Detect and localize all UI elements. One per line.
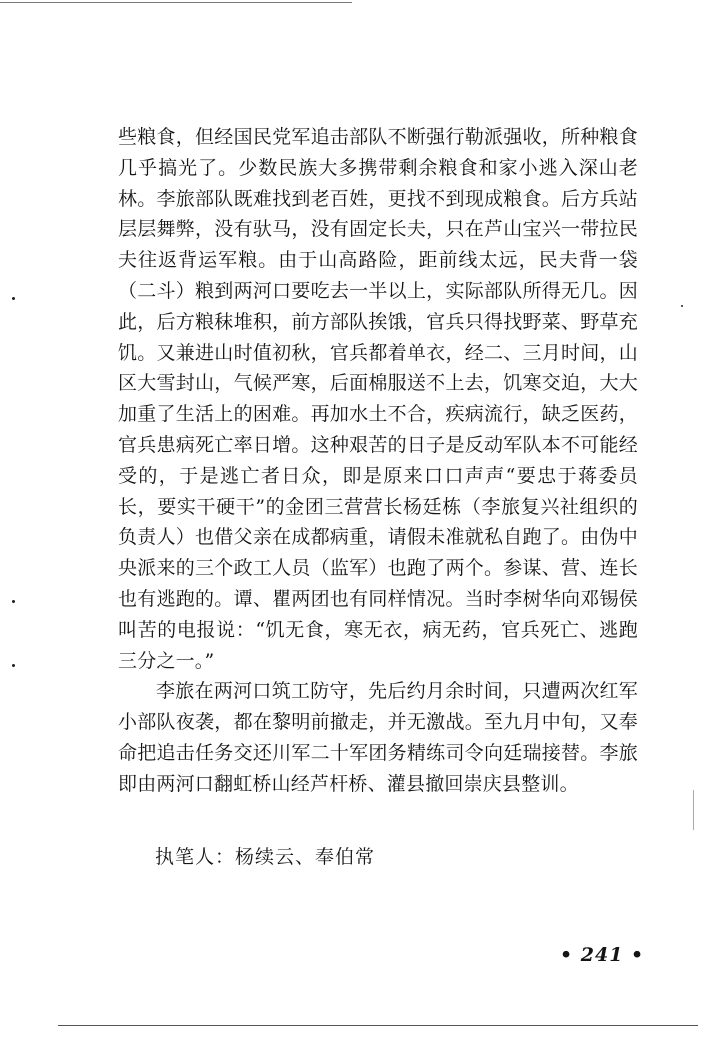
margin-mark [693,790,694,830]
top-divider [0,2,352,3]
body-text [118,122,638,800]
page-number: • 241 • [560,944,645,966]
scan-speck [12,600,15,603]
author-line: 执笔人：杨续云、奉伯常 [155,846,376,868]
scan-speck [681,305,683,307]
scan-speck [12,297,15,300]
paragraph-1: 些粮食，但经国民党军追击部队不断强行勒派强收，所种粮食几乎搞光了。少数民族大多携带剩余粮食和家小逃入深山老林。李旅部队既难找到老百姓，更找不到现成粮食。后方兵站层层舞弊，没有驮马，没有固定长夫，只在芦山宝兴一带拉民夫往返背运军粮。由于山高路险，距前线太远，民夫背一袋（二斗）粮到两河口要吃去一半以上，实际部队所得无几。因此，后方粮秣堆积，前方部队挨饿，官兵只得找野菜、野草充饥。又兼进山时值初秋，官兵都着单衣，经二、三月时间，山区大雪封山，气候严寒，后面棉服送不上去，饥寒交迫，大大加重了生活上的困难。再加水土不合，疾病流行，缺乏医药，官兵患病死亡率日增。这种艰苦的日子是反动军队本不可能经受的，于是逃亡者日众，即是原来口口声声“要忠于蒋委员长，要实干硬干”的金团三营营长杨廷栋（李旅复兴社组织的负责人）也借父亲在成都病重，请假未准就私自跑了。由伪中央派来的三个政工人员（监军）也跑了两个。参谋、营、连长也有逃跑的。谭、瞿两团也有同样情况。当时李树华向邓锡侯叫苦的电报说：“饥无食，寒无衣，病无药，官兵死亡、逃跑三分之一。” [118,126,638,672]
scan-speck [12,664,15,667]
paragraph-2: 李旅在两河口筑工防守，先后约月余时间，只遭两次红军小部队夜袭，都在黎明前撤走，并无激战。至九月中旬，又奉命把追击任务交还川军二十军团务精练司令向廷瑞接替。李旅即由两河口翻虹桥山经芦杆桥、灌县撤回崇庆县整训。 [118,680,638,795]
bottom-divider [58,1025,698,1026]
